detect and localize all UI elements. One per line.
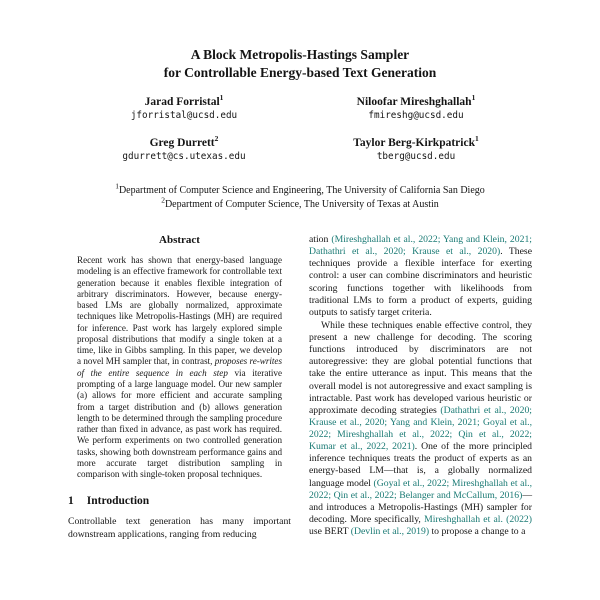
emphasized-text: proposes re-writes of the entire sequence in each step [77,356,283,378]
left-column [68,234,291,541]
text-run: via iterative prompting of a large language model. Our new sampler (a) allows for more efficient and accurate sampling from a target distribution and (b) allows generation length to be determined through the sampling procedure rather than fixed in advance, as past work has required. We perform experiments on two controlled generation tasks, showing both downstream performance gains and more accurate target distribution sampling in comparison with single-token proposal techniques. [77,367,282,480]
text-run: —and introduces a Metropolis-Hastings (MH) sampler for decoding. More specifically, [309,489,532,525]
text-run: . One of the more principled inference techniques treats the product of experts as an energy-based LM—that is, a globally normalized language model [309,441,532,489]
affiliation-1-sup: 1 [115,181,119,191]
citation-link[interactable]: (Goyal et al., 2022; Mireshghallah et al., 2022; Qin et al., 2022; Belanger and McCallum, 2016) [309,477,532,501]
author-3-affiliation-sup: 2 [214,134,219,144]
author-2 [300,93,532,122]
text-run: to propose a change to a [429,526,526,538]
section-title: Introduction [86,495,150,508]
author-1-name [68,93,300,109]
text-run: Recent work has shown that energy-based language modeling is an effective framework for controllable text generation because it enables flexible integration of arbitrary discriminators. However, because energy-based LMs are globally normalized, approximate techniques like Metropolis-Hastings (MH) are required for inference. Past work has largely explored simple proposal distributions that modify a single token at a time, like in Gibbs sampling. In this paper, we develop a novel MH sampler that, in contrast, [77,255,282,367]
author-2-affiliation-sup: 1 [471,93,476,103]
text-run: . These techniques provide a flexible interface for exerting control: a user can combine discriminators and heuristic scoring functions together with likelihoods from traditional LMs to form a product of experts, guiding outputs to satisfy target criteria. [309,246,532,318]
author-4-affiliation-sup: 1 [474,134,479,144]
author-name-text: Taylor Berg-Kirkpatrick [353,137,475,150]
author-1 [68,93,300,122]
author-3-email: gdurrett@cs.utexas.edu [122,151,246,163]
affiliation-2-text: Department of Computer Science, The University of Texas at Austin [164,199,439,211]
affiliation-2-sup: 2 [161,195,165,205]
affiliation-1-text: Department of Computer Science and Engineering, The University of California San Diego [118,185,485,197]
citation-link[interactable]: (Devlin et al., 2019) [350,526,430,538]
two-column-body [68,234,532,541]
author-name-text: Niloofar Mireshghallah [356,96,472,109]
affiliations [68,181,532,212]
right-column [309,234,532,541]
citation-link[interactable]: (Dathathri et al., 2020; Krause et al., 2020; Yang and Klein, 2021; Goyal et al., 2022; Mireshghallah et al., 2022; Qin et al., 2022; Kumar et al., 2022, 2021) [309,404,532,453]
author-name-text: Greg Durrett [149,137,215,150]
right-column-paragraph-1 [309,234,532,319]
author-3-name [68,134,300,150]
citation-link[interactable]: (Mireshghallah et al., 2022; Yang and Klein, 2021; Dathathri et al., 2020; Krause et al., 2020) [309,234,532,258]
author-4 [300,134,532,163]
author-1-email: jforristal@ucsd.edu [130,110,238,122]
text-run: use BERT [309,526,351,538]
author-4-email: tberg@ucsd.edu [376,151,456,163]
author-3 [68,134,300,163]
right-column-paragraph-2 [309,320,532,538]
citation-link[interactable]: Mireshghallah et al. (2022) [424,513,532,525]
text-run: While these techniques enable effective control, they present a new challenge for decoding. The scoring functions introduced by discriminators are not autoregressive: they are global potential functions that take the entire utterance as input. This means that the overall model is not autoregressive and exact sampling is intractable. Past work has developed various heuristic or approximate decoding strategies [309,319,532,416]
author-block [68,93,532,163]
affiliation-2 [68,195,532,212]
text-run: ation [309,234,332,246]
author-2-name [300,93,532,109]
author-name-text: Jarad Forristal [144,96,220,109]
author-4-name [300,134,532,150]
author-1-affiliation-sup: 1 [219,93,224,103]
intro-paragraph [68,516,291,540]
paper-title-line1: A Block Metropolis-Hastings Sampler [190,47,410,62]
affiliation-1 [68,181,532,198]
section-number: 1 [68,495,74,508]
section-heading-introduction [68,495,291,507]
abstract-text [68,255,291,480]
author-2-email: fmireshg@ucsd.edu [368,110,464,122]
paper-title-line2: for Controllable Energy-based Text Generation [163,64,437,80]
abstract-heading: Abstract [159,234,200,247]
paper-title [68,46,532,81]
text-run: Controllable text generation has many important downstream applications, ranging from reducing [68,516,291,540]
